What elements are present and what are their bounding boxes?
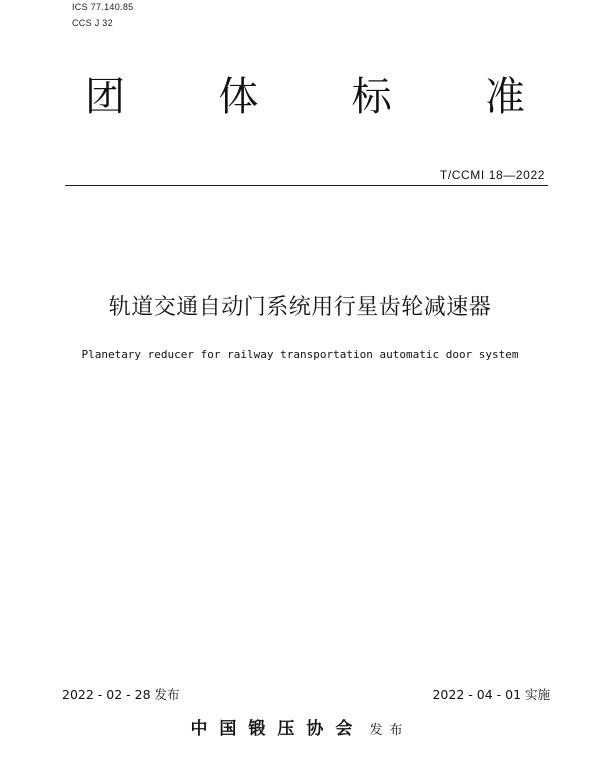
publisher-line [0,718,600,742]
standard-type-char-3: 标 [351,74,392,120]
publisher-suffix: 发布 [369,723,410,738]
standard-number: T/CCMI 18—2022 [439,168,545,182]
document-title-chinese: 轨道交通自动门系统用行星齿轮减速器 [108,295,492,320]
header-divider [65,185,548,186]
standard-type-title [70,72,540,122]
implementation-date: 2022 - 04 - 01 实施 [432,687,550,702]
standard-type-char-4: 准 [484,74,525,120]
ics-code: ICS 77.140.85 [72,2,134,12]
publisher-name: 中国锻压协会 [190,719,365,739]
standard-type-char-2: 体 [218,74,259,120]
document-title-english: Planetary reducer for railway transportation automatic door system [81,348,519,361]
issue-date: 2022 - 02 - 28 发布 [62,687,180,702]
standard-type-char-1: 团 [85,74,125,120]
ccs-code: CCS J 32 [72,18,113,28]
